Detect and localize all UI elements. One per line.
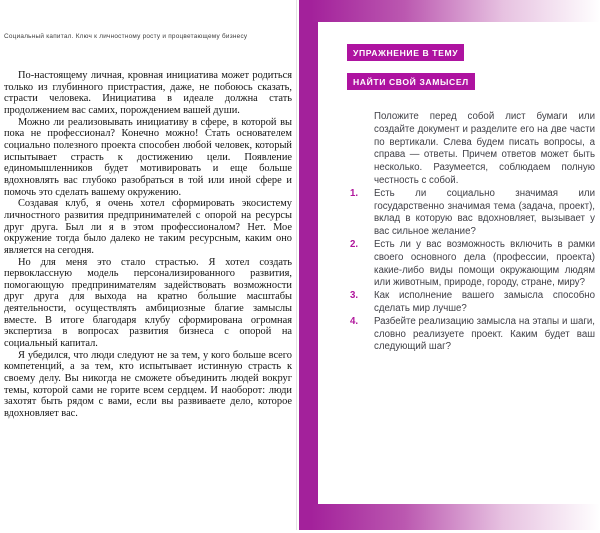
question-list (350, 187, 595, 354)
question-item (350, 315, 595, 354)
paragraph: По-настоящему личная, кровная инициатива может родиться только из глубинного пристрастия, даже, не побоюсь сказать, страсти человека. Инициатива в идеале должна стать продолжением вас самих, порождением вашей души. (4, 70, 292, 116)
question-number: 2. (350, 238, 359, 250)
right-page-content (318, 22, 600, 504)
question-text: Разбейте реализацию замысла на этапы и шаги, словно реализуете проект. Каким будет ваш следующий шаг? (374, 315, 595, 353)
paragraph: Можно ли реализовывать инициативу в сфере, в которой вы пока не профессионал? Конечно можно! Стать основателем социально полезного проекта способен любой человек, который испытывает страсть к достижению цели. Появление единомышленников будет мотивировать и еще больше вдохновлять вас глубоко разобраться в той или иной сфере и помочь это сделать вашему окружению. (4, 116, 292, 198)
question-number: 3. (350, 290, 359, 302)
exercise-body (350, 111, 595, 354)
page-gutter-divider (296, 0, 297, 530)
question-item (350, 187, 595, 239)
question-number: 4. (350, 315, 359, 327)
paragraph: Но для меня это стало страстью. Я хотел создать первоклассную модель персонализированного развития, помогающую предпринимателям задействовать возможности друг друга для выхода на кратно бо́льшие масштабы деятельности, осуществлять амбициозные благие замыслы вместе. В итоге благодаря клубу сформирована огромная экспертиза в вопросах развития бизнеса с опорой на социальный капитал. (4, 256, 292, 350)
question-item (350, 290, 595, 316)
question-text: Как исполнение вашего замысла способно сделать мир лучше? (374, 290, 595, 314)
left-page (0, 0, 297, 533)
paragraph: Я убедился, что люди следуют не за тем, у кого больше всего компетенций, а за тем, кто испытывает истинную страсть к своему делу. Вы никогда не сможете объединить людей вокруг темы, которой сами не горите всем сердцем. И наоборот: люди захотят быть рядом с вами, если вы развиваете дело, которое вдохновляет вас. (4, 349, 292, 420)
gradient-band-bottom (299, 504, 600, 530)
exercise-intro: Положите перед собой лист бумаги или создайте документ и разделите его на две части по вертикали. Слева будем писать вопросы, а справа — ответы. Причем ответов может быть несколько. Разумеется, соблюдаем полную честность с собой. (374, 111, 595, 186)
right-page (299, 0, 600, 530)
exercise-title-badge: НАЙТИ СВОЙ ЗАМЫСЕЛ (347, 73, 475, 90)
question-number: 1. (350, 187, 359, 199)
accent-bar-left (299, 0, 318, 530)
exercise-badge: УПРАЖНЕНИЕ В ТЕМУ (347, 44, 464, 61)
question-item (350, 238, 595, 290)
left-page-body (4, 70, 292, 420)
question-text: Есть ли у вас возможность включить в рамки своего основного дела (профессии, проекта) какие-либо виды помощи окружающим людям или животным, природе, городу, стране, миру? (374, 238, 595, 289)
question-text: Есть ли социально значимая или государственно значимая тема (задача, проект), вклад в которую вас вдохновляет, вызывает у вас сильное желание? (374, 187, 595, 238)
paragraph: Создавая клуб, я очень хотел сформировать экосистему личностного развития предпринимателей с опорой на ресурсы друг друга. Был ли я в этом профессионалом? Нет. Мое окружение тогда было далеко не таким ресурсным, каким оно является на сегодня. (4, 198, 292, 256)
gradient-band-top (299, 0, 600, 22)
running-header: Социальный капитал. Ключ к личностному росту и процветающему бизнесу (4, 33, 248, 40)
